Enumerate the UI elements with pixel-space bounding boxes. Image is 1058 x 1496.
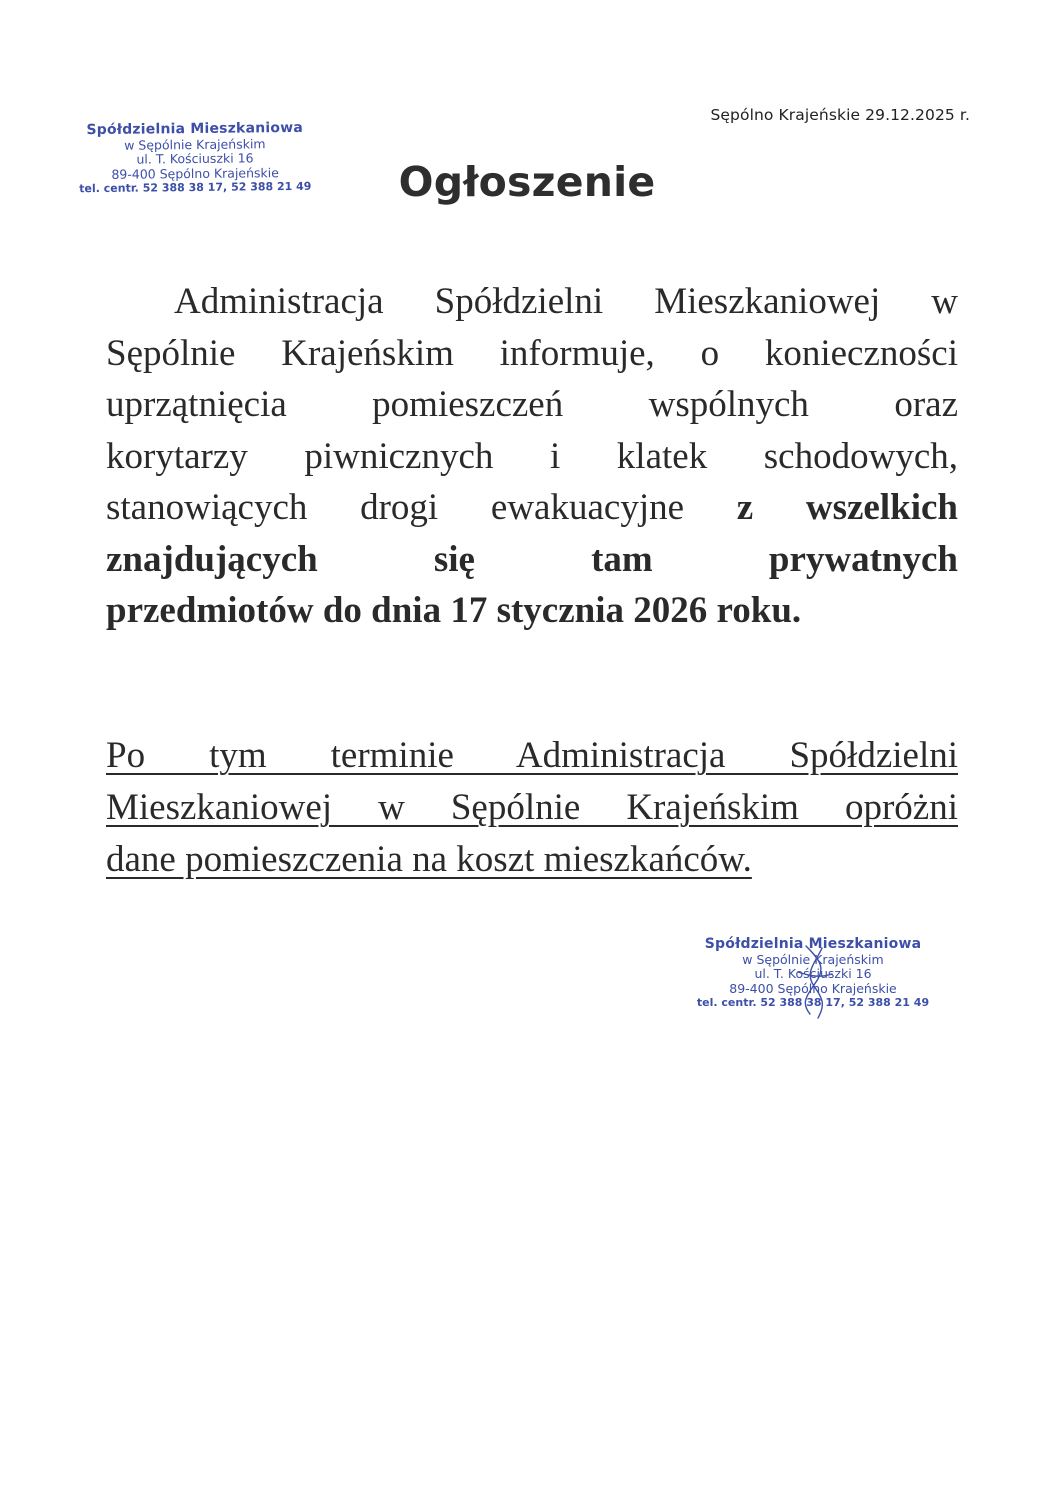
- underlined-line: Mieszkaniowej w Sępólnie Krajeńskim opróżni: [106, 787, 958, 828]
- stamp-postal: 89-400 Sępólno Krajeńskie: [729, 981, 897, 997]
- document-date: Sępólno Krajeńskie 29.12.2025 r.: [710, 106, 970, 124]
- paragraph-line: Administracja Spółdzielni Mieszkaniowej w: [174, 281, 958, 322]
- stamp-city: w Sępólnie Krajeńskim: [742, 951, 884, 967]
- paragraph-line-mixed: [106, 482, 958, 534]
- paragraph-line-bold: [106, 534, 958, 586]
- bold-text: przedmiotów do dnia 17 stycznia 2026 roku.: [106, 590, 802, 631]
- title-text: Ogłoszenie: [398, 158, 656, 206]
- stamp-name: Spółdzielnia Mieszkaniowa: [86, 119, 304, 139]
- stamp-name: Spółdzielnia Mieszkaniowa: [704, 936, 922, 952]
- paragraph-line-bold: [106, 585, 958, 637]
- bold-text: znajdujących się tam prywatnych: [106, 538, 958, 580]
- page-title: [0, 158, 1058, 206]
- announcement-paragraph-1: [106, 276, 958, 637]
- underlined-line: dane pomieszczenia na koszt mieszkańców.: [106, 839, 752, 880]
- stamp-postal: 89-400 Sępólno Krajeńskie: [111, 165, 279, 182]
- stamp-phone: tel. centr. 52 388 38 17, 52 388 21 49: [696, 996, 930, 1009]
- underlined-line: Po tym terminie Administracja Spółdzielni: [106, 735, 958, 776]
- line-regular-part: stanowiących drogi ewakuacyjne: [106, 487, 737, 528]
- signature-scribble: [786, 942, 846, 1022]
- stamp-street: ul. T. Kościuszki 16: [754, 966, 872, 982]
- paragraph-line: uprzątnięcia pomieszczeń wspólnych oraz: [106, 384, 958, 425]
- stamp-city: w Sępólnie Krajeńskim: [124, 135, 266, 153]
- paragraph-line: Sępólnie Krajeńskim informuje, o konieczności: [106, 332, 958, 374]
- announcement-paragraph-2: [106, 730, 958, 886]
- paragraph-line: korytarzy piwnicznych i klatek schodowych,: [106, 435, 958, 477]
- line-bold-part: z wszelkich: [736, 487, 958, 528]
- stamp-phone: tel. centr. 52 388 38 17, 52 388 21 49: [79, 179, 312, 195]
- stamp-street: ul. T. Kościuszki 16: [136, 150, 254, 167]
